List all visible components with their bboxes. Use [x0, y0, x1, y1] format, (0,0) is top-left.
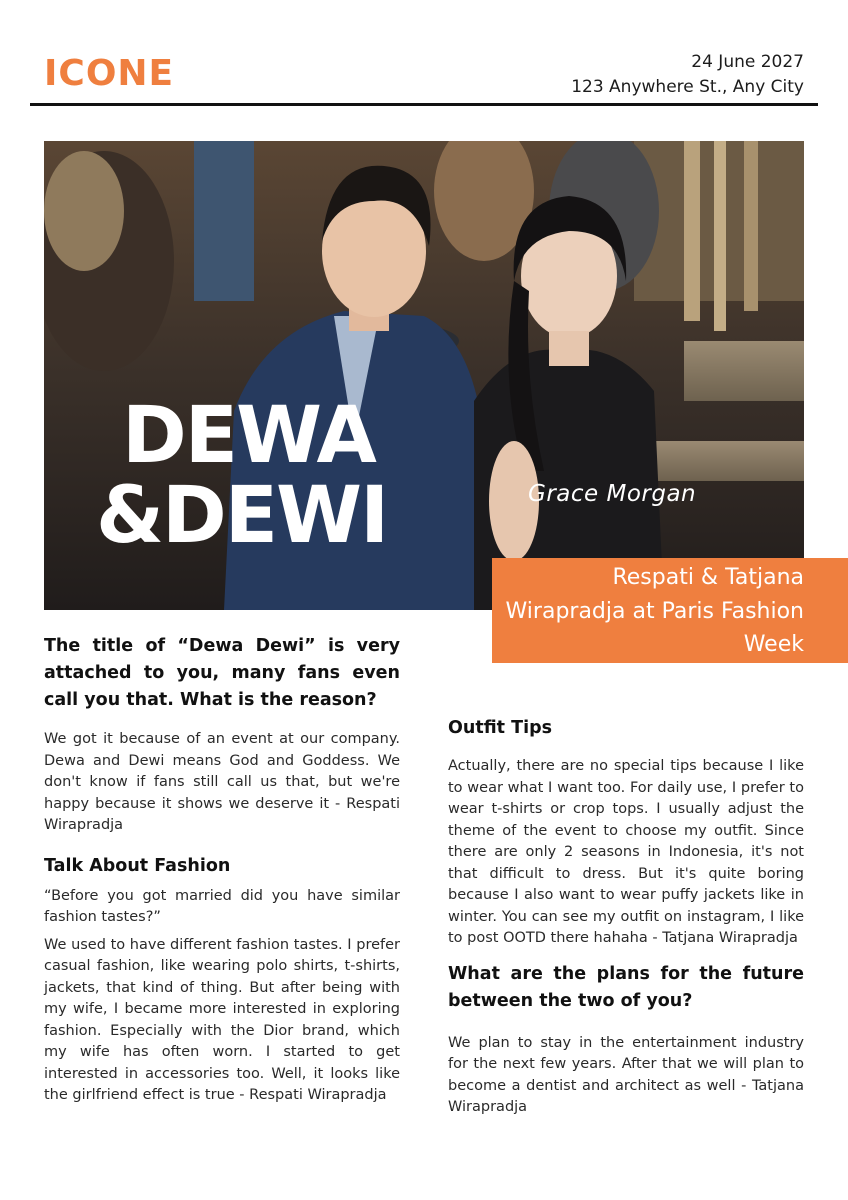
interview-answer: Actually, there are no special tips because I like to wear what I want too. For daily use, I prefer to wear t-shirts or crop tops. I usually adjust the theme of the event to choose my outfit. Since there are only 2 seasons in Indonesia, it's not that difficult to dress. But it's quite boring because I also want to wear puffy jackets like in winter. You can see my outfit on instagram, I like to post OOTD there hahaha - Tatjana Wirapradja [448, 758, 804, 946]
interview-answer: We got it because of an event at our company. Dewa and Dewi means God and Goddess. We don't know if fans still call us that, but we're happy because it shows we deserve it - Respati Wirapradja [44, 731, 400, 833]
brand-logo: ICONE [44, 53, 175, 94]
hero-title-line1: DEWA [122, 391, 375, 481]
interview-answer: We plan to stay in the entertainment industry for the next few years. After that we will plan to become a dentist and architect as well - Tatjana Wirapradja [448, 1034, 804, 1115]
hero-title [96, 391, 388, 561]
pull-quote: “Before you got married did you have similar fashion tastes?” [44, 887, 400, 925]
interview-question: The title of “Dewa Dewi” is very attached to you, many fans even call you that. What is the reason? [44, 636, 400, 710]
issue-date: 24 June 2027 [691, 52, 804, 72]
header-info [571, 50, 804, 100]
photo-credit: Grace Morgan [528, 481, 697, 507]
section-heading: Outfit Tips [448, 718, 553, 738]
section-heading: Talk About Fashion [44, 855, 231, 876]
address: 123 Anywhere St., Any City [571, 77, 804, 97]
photo-caption: Respati & Tatjana Wirapradja at Paris Fashion Week [505, 565, 804, 657]
left-column [44, 633, 400, 1107]
hero-title-line2: &DEWI [96, 471, 388, 561]
interview-answer: We used to have different fashion tastes. I prefer casual fashion, like wearing polo shirts, t-shirts, jackets, that kind of thing. But after being with my wife, I became more interested in exploring fashion. Especially with the Dior brand, which my wife has often worn. I started to get interested in accessories too. Well, it looks like the girlfriend effect is true - Respati Wirapradja [44, 936, 400, 1103]
right-column [448, 716, 804, 1119]
header-divider [30, 103, 818, 106]
interview-question: What are the plans for the future between the two of you? [448, 963, 804, 1011]
